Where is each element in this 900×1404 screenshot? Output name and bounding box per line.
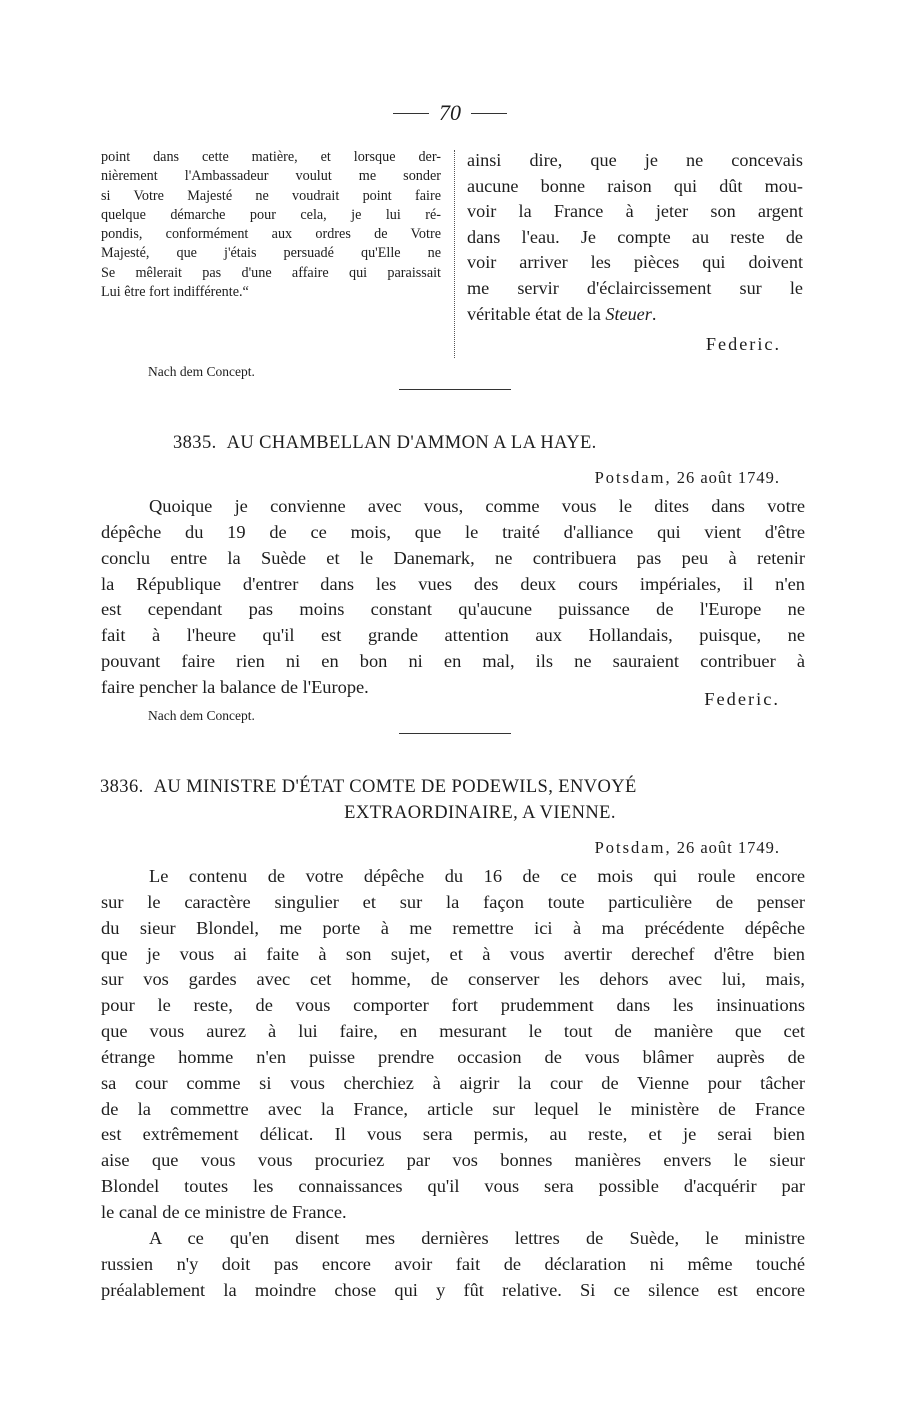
dateline [595, 838, 780, 858]
body-line: aise que vous vous procuriez par vos bonnes manières envers le sieur [101, 1150, 805, 1171]
letter-title [173, 433, 813, 454]
right-column [467, 148, 803, 358]
letter-title-continued: EXTRAORDINAIRE, A VIENNE. [344, 803, 616, 823]
body-line: russien n'y doit pas encore avoir fait de déclaration ni même touché [101, 1253, 805, 1274]
right-column-line-text: véritable état de la [467, 303, 606, 324]
letter-heading: AU CHAMBELLAN D'AMMON A LA HAYE. [226, 433, 597, 453]
dateline [595, 468, 780, 488]
dateline-date: 26 août 1749. [676, 838, 780, 857]
letter-number: 3836. [100, 777, 144, 797]
body-line: sur vos gardes avec cet homme, de conserver les dehors avec lui, mais, [101, 969, 805, 990]
body-line: est extrêmement délicat. Il vous sera permis, au reste, et je serai bien [101, 1124, 805, 1145]
source-note: Nach dem Concept. [148, 364, 255, 379]
left-column-line: nièrement l'Ambassadeur voulut me sonder [101, 168, 441, 185]
letter-body [101, 494, 805, 701]
left-column-line: si Votre Majesté ne voudrait point faire [101, 187, 441, 204]
left-column-line: Lui être fort indifférente.“ [101, 284, 249, 301]
body-line: est cependant pas moins constant qu'aucune puissance de l'Europe ne [101, 599, 805, 620]
left-column-line: Majesté, que j'étais persuadé qu'Elle ne [101, 245, 441, 262]
page-header [380, 100, 520, 126]
body-line: sur le caractère singulier et sur la façon toute particulière de penser [101, 891, 805, 912]
body-line: de la commettre avec la France, article sur lequel le ministère de France [101, 1098, 805, 1119]
body-line: la République d'entrer dans les vues des deux cours impériales, il n'en [101, 573, 805, 594]
body-line: sa cour comme si vous cherchiez à aigrir la cour de Vienne pour tâcher [101, 1072, 805, 1093]
dateline-date: 26 août 1749. [676, 468, 780, 487]
body-line: Quoique je convienne avec vous, comme vous le dites dans votre [149, 496, 805, 516]
body-line: pour le reste, de vous comporter fort prudemment dans les insinuations [101, 995, 805, 1016]
right-column-line-last: véritable état de la Steuer. [467, 303, 657, 324]
letter-body [101, 864, 805, 1303]
letter-number: 3835. [173, 433, 217, 453]
letter-title [100, 777, 805, 798]
letter-heading-line1: AU MINISTRE D'ÉTAT COMTE DE PODEWILS, ENVOYÉ [153, 777, 637, 797]
italic-word: Steuer [605, 303, 652, 324]
left-column [101, 148, 441, 302]
body-line: étrange homme n'en puisse prendre occasion de vous blâmer auprès de [101, 1046, 805, 1067]
signature: Federic. [705, 334, 781, 355]
dateline-place: Potsdam, [594, 838, 672, 857]
body-line: préalablement la moindre chose qui y fût relative. Si ce silence est encore [101, 1279, 805, 1300]
body-line: Blondel toutes les connaissances qu'il vous sera possible d'acquérir par [101, 1176, 805, 1197]
header-dash-right [471, 113, 507, 114]
body-line: pouvant faire rien ni en bon ni en mal, ils ne sauraient contribuer à [101, 651, 805, 672]
source-note: Nach dem Concept. [148, 708, 255, 723]
body-line: conclu entre la Suède et le Danemark, ne contribuera pas peu à retenir [101, 547, 805, 568]
left-column-line: quelque démarche pour cela, je lui ré- [101, 206, 441, 223]
right-column-line: aucune bonne raison qui dût mou- [467, 175, 803, 196]
body-line: dépêche du 19 de ce mois, que le traité d'alliance qui vient d'être [101, 521, 805, 542]
signature: Federic. [704, 689, 780, 709]
body-line: faire pencher la balance de l'Europe. [101, 676, 369, 697]
header-dash-left [393, 113, 429, 114]
right-column-line: dans l'eau. Je compte au reste de [467, 226, 803, 247]
body-line: du sieur Blondel, me porte à me remettre ici à ma précédente dépêche [101, 917, 805, 938]
right-column-line: ainsi dire, que je ne concevais [467, 150, 803, 170]
section-rule [399, 389, 511, 390]
left-column-line: point dans cette matière, et lorsque der- [101, 149, 441, 165]
body-line: fait à l'heure qu'il est grande attention aux Hollandais, puisque, ne [101, 625, 805, 646]
left-column-line: Se mêlerait pas d'une affaire qui paraissait [101, 264, 441, 281]
body-line: que vous aurez à lui faire, en mesurant le tout de manière que cet [101, 1021, 805, 1042]
body-line: que je vous ai faite à son sujet, et à vous avertir derechef d'être bien [101, 943, 805, 964]
section-rule [399, 733, 511, 734]
body-line: le canal de ce ministre de France. [101, 1201, 347, 1222]
right-column-line: voir la France à jeter son argent [467, 201, 803, 222]
body-line: A ce qu'en disent mes dernières lettres de Suède, le ministre [149, 1227, 805, 1248]
column-divider [454, 150, 455, 358]
body-line: Le contenu de votre dépêche du 16 de ce mois qui roule encore [149, 866, 805, 886]
right-column-line: voir arriver les pièces qui doivent [467, 252, 803, 273]
right-column-line: me servir d'éclaircissement sur le [467, 277, 803, 298]
left-column-line: pondis, conformément aux ordres de Votre [101, 226, 441, 243]
dateline-place: Potsdam, [594, 468, 672, 487]
page-number: 70 [439, 100, 461, 125]
